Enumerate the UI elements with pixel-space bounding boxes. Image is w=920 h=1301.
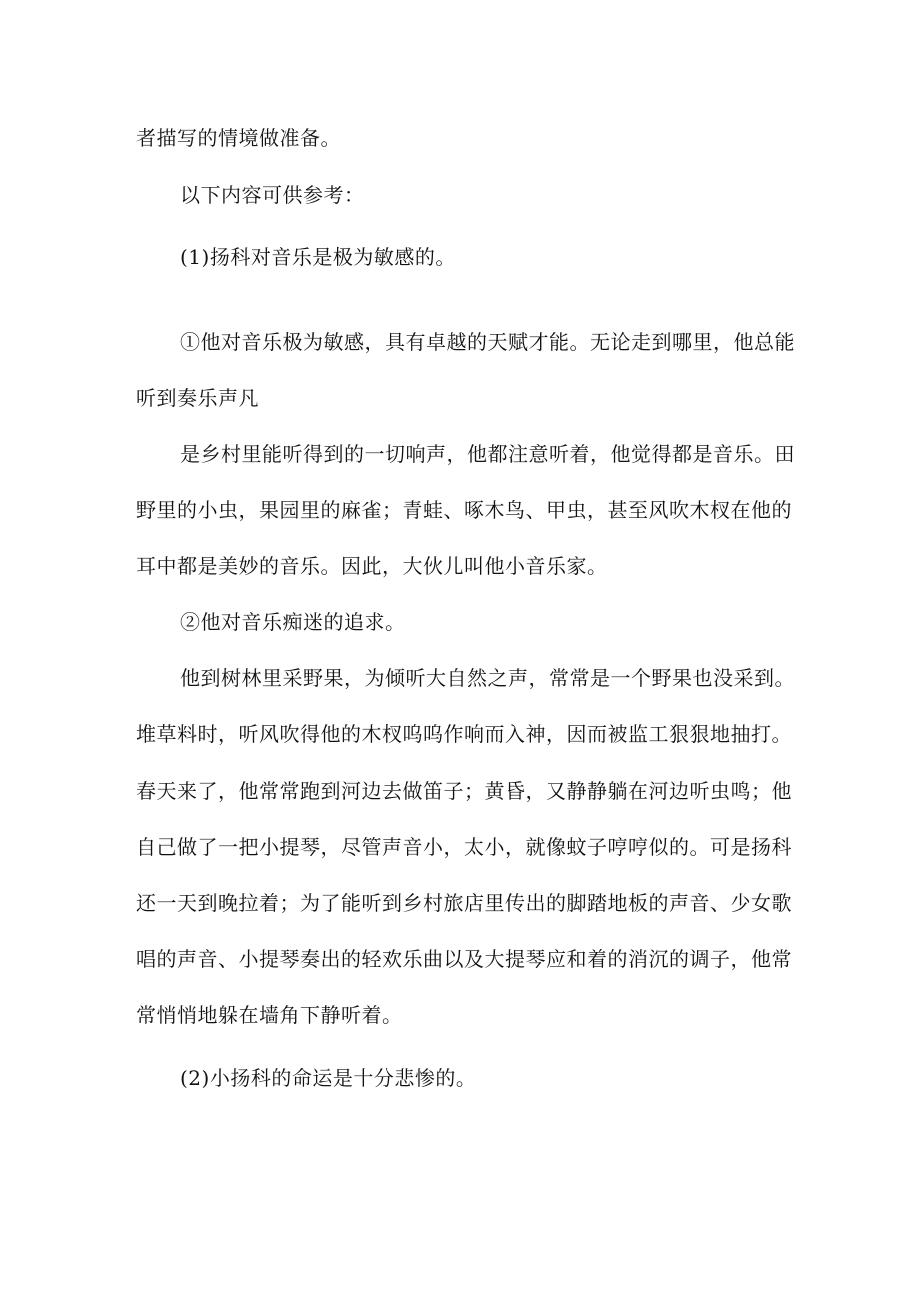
paragraph-line: 听到奏乐声凡 bbox=[136, 386, 259, 410]
section-heading: (2)小扬科的命运是十分悲惨的。 bbox=[180, 1066, 477, 1090]
paragraph-line: 耳中都是美妙的音乐。因此，大伙儿叫他小音乐家。 bbox=[136, 554, 608, 578]
paragraph-line: 唱的声音、小提琴奏出的轻欢乐曲以及大提琴应和着的消沉的调子，他常 bbox=[136, 947, 792, 971]
paragraph-line: 他到树林里采野果，为倾听大自然之声，常常是一个野果也没采到。 bbox=[180, 666, 795, 690]
paragraph-line: 春天来了，他常常跑到河边去做笛子；黄昏，又静静躺在河边听虫鸣；他 bbox=[136, 779, 792, 803]
paragraph-line: 还一天到晚拉着；为了能听到乡村旅店里传出的脚踏地板的声音、少女歌 bbox=[136, 891, 792, 915]
paragraph-line: ②他对音乐痴迷的追求。 bbox=[180, 610, 406, 634]
paragraph-line: 者描写的情境做准备。 bbox=[136, 126, 341, 150]
paragraph-line: ①他对音乐极为敏感，具有卓越的天赋才能。无论走到哪里，他总能 bbox=[180, 330, 795, 354]
paragraph-line: 堆草料时，听风吹得他的木杈呜呜作响而入神，因而被监工狠狠地抽打。 bbox=[136, 722, 792, 746]
paragraph-line: 常悄悄地躲在墙角下静听着。 bbox=[136, 1003, 403, 1027]
paragraph-line: 野里的小虫，果园里的麻雀；青蛙、啄木鸟、甲虫，甚至风吹木杈在他的 bbox=[136, 498, 792, 522]
paragraph-line: 自己做了一把小提琴，尽管声音小，太小，就像蚊子哼哼似的。可是扬科 bbox=[136, 835, 792, 859]
paragraph-line: 是乡村里能听得到的一切响声，他都注意听着，他觉得都是音乐。田 bbox=[180, 442, 795, 466]
paragraph-line: 以下内容可供参考： bbox=[180, 183, 365, 207]
section-heading: (1)扬科对音乐是极为敏感的。 bbox=[180, 245, 456, 269]
